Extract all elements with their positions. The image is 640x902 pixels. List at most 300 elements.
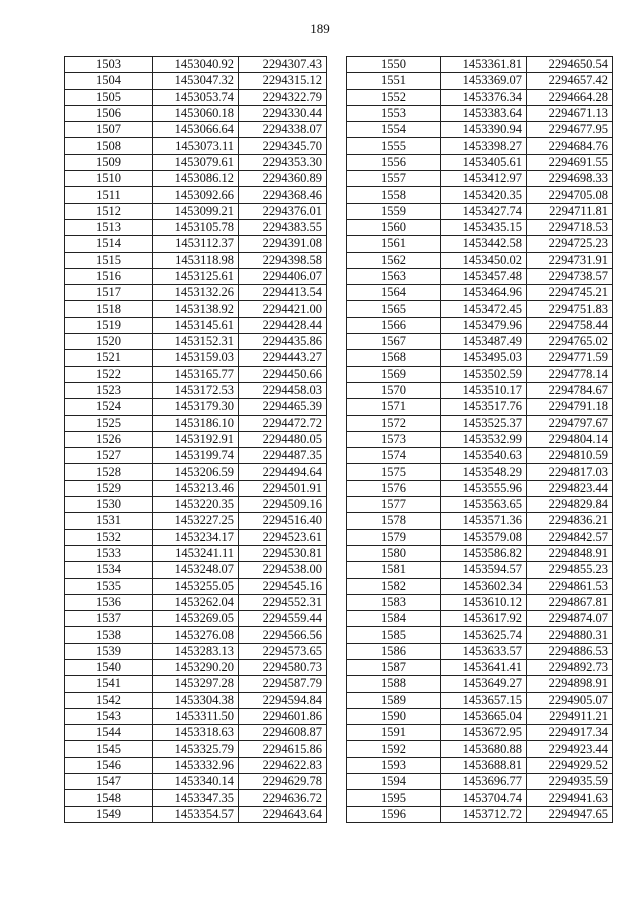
point-number-cell: 1581 bbox=[347, 562, 441, 578]
table-row bbox=[65, 741, 327, 757]
table-row bbox=[65, 138, 327, 154]
table-row bbox=[65, 285, 327, 301]
y-coordinate-cell: 2294643.64 bbox=[239, 806, 327, 822]
x-coordinate-cell: 1453548.29 bbox=[441, 464, 527, 480]
x-coordinate-cell: 1453125.61 bbox=[153, 268, 239, 284]
y-coordinate-cell: 2294650.54 bbox=[527, 57, 613, 73]
x-coordinate-cell: 1453450.02 bbox=[441, 252, 527, 268]
x-coordinate-cell: 1453118.98 bbox=[153, 252, 239, 268]
table-row bbox=[347, 708, 613, 724]
y-coordinate-cell: 2294552.31 bbox=[239, 594, 327, 610]
x-coordinate-cell: 1453340.14 bbox=[153, 774, 239, 790]
y-coordinate-cell: 2294368.46 bbox=[239, 187, 327, 203]
point-number-cell: 1566 bbox=[347, 317, 441, 333]
y-coordinate-cell: 2294629.78 bbox=[239, 774, 327, 790]
table-row bbox=[347, 431, 613, 447]
y-coordinate-cell: 2294472.72 bbox=[239, 415, 327, 431]
x-coordinate-cell: 1453192.91 bbox=[153, 431, 239, 447]
y-coordinate-cell: 2294413.54 bbox=[239, 285, 327, 301]
point-number-cell: 1553 bbox=[347, 105, 441, 121]
x-coordinate-cell: 1453332.96 bbox=[153, 757, 239, 773]
table-row bbox=[65, 122, 327, 138]
table-row bbox=[347, 301, 613, 317]
point-number-cell: 1520 bbox=[65, 334, 153, 350]
x-coordinate-cell: 1453227.25 bbox=[153, 513, 239, 529]
y-coordinate-cell: 2294322.79 bbox=[239, 89, 327, 105]
x-coordinate-cell: 1453152.31 bbox=[153, 334, 239, 350]
y-coordinate-cell: 2294880.31 bbox=[527, 627, 613, 643]
y-coordinate-cell: 2294829.84 bbox=[527, 497, 613, 513]
x-coordinate-cell: 1453712.72 bbox=[441, 806, 527, 822]
y-coordinate-cell: 2294615.86 bbox=[239, 741, 327, 757]
point-number-cell: 1546 bbox=[65, 757, 153, 773]
x-coordinate-cell: 1453053.74 bbox=[153, 89, 239, 105]
point-number-cell: 1568 bbox=[347, 350, 441, 366]
x-coordinate-cell: 1453586.82 bbox=[441, 545, 527, 561]
x-coordinate-cell: 1453579.08 bbox=[441, 529, 527, 545]
y-coordinate-cell: 2294501.91 bbox=[239, 480, 327, 496]
point-number-cell: 1575 bbox=[347, 464, 441, 480]
x-coordinate-cell: 1453517.76 bbox=[441, 399, 527, 415]
point-number-cell: 1560 bbox=[347, 219, 441, 235]
table-row bbox=[65, 513, 327, 529]
x-coordinate-cell: 1453665.04 bbox=[441, 708, 527, 724]
table-row bbox=[347, 73, 613, 89]
x-coordinate-cell: 1453347.35 bbox=[153, 790, 239, 806]
y-coordinate-cell: 2294892.73 bbox=[527, 659, 613, 675]
table-row bbox=[347, 513, 613, 529]
point-number-cell: 1576 bbox=[347, 480, 441, 496]
table-row bbox=[347, 643, 613, 659]
y-coordinate-cell: 2294657.42 bbox=[527, 73, 613, 89]
table-row bbox=[65, 73, 327, 89]
y-coordinate-cell: 2294855.23 bbox=[527, 562, 613, 578]
table-row bbox=[347, 366, 613, 382]
y-coordinate-cell: 2294705.08 bbox=[527, 187, 613, 203]
y-coordinate-cell: 2294725.23 bbox=[527, 236, 613, 252]
y-coordinate-cell: 2294947.65 bbox=[527, 806, 613, 822]
y-coordinate-cell: 2294594.84 bbox=[239, 692, 327, 708]
x-coordinate-cell: 1453220.35 bbox=[153, 497, 239, 513]
x-coordinate-cell: 1453361.81 bbox=[441, 57, 527, 73]
y-coordinate-cell: 2294771.59 bbox=[527, 350, 613, 366]
y-coordinate-cell: 2294587.79 bbox=[239, 676, 327, 692]
table-row bbox=[347, 203, 613, 219]
table-row bbox=[347, 57, 613, 73]
y-coordinate-cell: 2294398.58 bbox=[239, 252, 327, 268]
x-coordinate-cell: 1453594.57 bbox=[441, 562, 527, 578]
x-coordinate-cell: 1453206.59 bbox=[153, 464, 239, 480]
x-coordinate-cell: 1453625.74 bbox=[441, 627, 527, 643]
point-number-cell: 1507 bbox=[65, 122, 153, 138]
point-number-cell: 1555 bbox=[347, 138, 441, 154]
x-coordinate-cell: 1453390.94 bbox=[441, 122, 527, 138]
point-number-cell: 1554 bbox=[347, 122, 441, 138]
point-number-cell: 1549 bbox=[65, 806, 153, 822]
y-coordinate-cell: 2294406.07 bbox=[239, 268, 327, 284]
x-coordinate-cell: 1453487.49 bbox=[441, 334, 527, 350]
point-number-cell: 1514 bbox=[65, 236, 153, 252]
x-coordinate-cell: 1453680.88 bbox=[441, 741, 527, 757]
x-coordinate-cell: 1453555.96 bbox=[441, 480, 527, 496]
y-coordinate-cell: 2294842.57 bbox=[527, 529, 613, 545]
x-coordinate-cell: 1453602.34 bbox=[441, 578, 527, 594]
point-number-cell: 1577 bbox=[347, 497, 441, 513]
y-coordinate-cell: 2294622.83 bbox=[239, 757, 327, 773]
x-coordinate-cell: 1453657.15 bbox=[441, 692, 527, 708]
table-row bbox=[65, 105, 327, 121]
table-row bbox=[65, 268, 327, 284]
point-number-cell: 1533 bbox=[65, 545, 153, 561]
point-number-cell: 1545 bbox=[65, 741, 153, 757]
x-coordinate-cell: 1453457.48 bbox=[441, 268, 527, 284]
y-coordinate-cell: 2294566.56 bbox=[239, 627, 327, 643]
y-coordinate-cell: 2294330.44 bbox=[239, 105, 327, 121]
table-row bbox=[347, 611, 613, 627]
point-number-cell: 1511 bbox=[65, 187, 153, 203]
table-row bbox=[65, 236, 327, 252]
point-number-cell: 1517 bbox=[65, 285, 153, 301]
table-row bbox=[65, 643, 327, 659]
point-number-cell: 1588 bbox=[347, 676, 441, 692]
y-coordinate-cell: 2294664.28 bbox=[527, 89, 613, 105]
x-coordinate-cell: 1453412.97 bbox=[441, 171, 527, 187]
x-coordinate-cell: 1453159.03 bbox=[153, 350, 239, 366]
point-number-cell: 1590 bbox=[347, 708, 441, 724]
table-row bbox=[65, 154, 327, 170]
table-row bbox=[65, 692, 327, 708]
table-row bbox=[65, 350, 327, 366]
point-number-cell: 1526 bbox=[65, 431, 153, 447]
y-coordinate-cell: 2294383.55 bbox=[239, 219, 327, 235]
y-coordinate-cell: 2294731.91 bbox=[527, 252, 613, 268]
y-coordinate-cell: 2294905.07 bbox=[527, 692, 613, 708]
x-coordinate-cell: 1453311.50 bbox=[153, 708, 239, 724]
y-coordinate-cell: 2294530.81 bbox=[239, 545, 327, 561]
y-coordinate-cell: 2294465.39 bbox=[239, 399, 327, 415]
point-number-cell: 1580 bbox=[347, 545, 441, 561]
y-coordinate-cell: 2294494.64 bbox=[239, 464, 327, 480]
y-coordinate-cell: 2294917.34 bbox=[527, 725, 613, 741]
point-number-cell: 1571 bbox=[347, 399, 441, 415]
table-row bbox=[347, 268, 613, 284]
point-number-cell: 1525 bbox=[65, 415, 153, 431]
x-coordinate-cell: 1453383.64 bbox=[441, 105, 527, 121]
x-coordinate-cell: 1453696.77 bbox=[441, 774, 527, 790]
point-number-cell: 1512 bbox=[65, 203, 153, 219]
x-coordinate-cell: 1453325.79 bbox=[153, 741, 239, 757]
point-number-cell: 1531 bbox=[65, 513, 153, 529]
point-number-cell: 1527 bbox=[65, 448, 153, 464]
x-coordinate-cell: 1453510.17 bbox=[441, 382, 527, 398]
x-coordinate-cell: 1453571.36 bbox=[441, 513, 527, 529]
point-number-cell: 1537 bbox=[65, 611, 153, 627]
table-row bbox=[347, 659, 613, 675]
y-coordinate-cell: 2294360.89 bbox=[239, 171, 327, 187]
point-number-cell: 1548 bbox=[65, 790, 153, 806]
point-number-cell: 1509 bbox=[65, 154, 153, 170]
x-coordinate-cell: 1453234.17 bbox=[153, 529, 239, 545]
y-coordinate-cell: 2294545.16 bbox=[239, 578, 327, 594]
point-number-cell: 1550 bbox=[347, 57, 441, 73]
y-coordinate-cell: 2294307.43 bbox=[239, 57, 327, 73]
table-row bbox=[65, 529, 327, 545]
y-coordinate-cell: 2294797.67 bbox=[527, 415, 613, 431]
table-row bbox=[65, 497, 327, 513]
x-coordinate-cell: 1453213.46 bbox=[153, 480, 239, 496]
point-number-cell: 1523 bbox=[65, 382, 153, 398]
point-number-cell: 1592 bbox=[347, 741, 441, 757]
y-coordinate-cell: 2294671.13 bbox=[527, 105, 613, 121]
y-coordinate-cell: 2294636.72 bbox=[239, 790, 327, 806]
x-coordinate-cell: 1453145.61 bbox=[153, 317, 239, 333]
point-number-cell: 1540 bbox=[65, 659, 153, 675]
y-coordinate-cell: 2294601.86 bbox=[239, 708, 327, 724]
y-coordinate-cell: 2294435.86 bbox=[239, 334, 327, 350]
point-number-cell: 1534 bbox=[65, 562, 153, 578]
y-coordinate-cell: 2294480.05 bbox=[239, 431, 327, 447]
x-coordinate-cell: 1453617.92 bbox=[441, 611, 527, 627]
x-coordinate-cell: 1453479.96 bbox=[441, 317, 527, 333]
x-coordinate-cell: 1453241.11 bbox=[153, 545, 239, 561]
y-coordinate-cell: 2294691.55 bbox=[527, 154, 613, 170]
point-number-cell: 1519 bbox=[65, 317, 153, 333]
point-number-cell: 1505 bbox=[65, 89, 153, 105]
point-number-cell: 1565 bbox=[347, 301, 441, 317]
point-number-cell: 1584 bbox=[347, 611, 441, 627]
coordinate-table-left bbox=[64, 56, 327, 823]
table-row bbox=[65, 725, 327, 741]
table-row bbox=[347, 285, 613, 301]
point-number-cell: 1579 bbox=[347, 529, 441, 545]
x-coordinate-cell: 1453199.74 bbox=[153, 448, 239, 464]
table-row bbox=[347, 594, 613, 610]
x-coordinate-cell: 1453672.95 bbox=[441, 725, 527, 741]
table-row bbox=[347, 236, 613, 252]
table-row bbox=[347, 252, 613, 268]
y-coordinate-cell: 2294421.00 bbox=[239, 301, 327, 317]
table-row bbox=[65, 806, 327, 822]
y-coordinate-cell: 2294867.81 bbox=[527, 594, 613, 610]
point-number-cell: 1574 bbox=[347, 448, 441, 464]
point-number-cell: 1564 bbox=[347, 285, 441, 301]
y-coordinate-cell: 2294758.44 bbox=[527, 317, 613, 333]
x-coordinate-cell: 1453276.08 bbox=[153, 627, 239, 643]
y-coordinate-cell: 2294428.44 bbox=[239, 317, 327, 333]
y-coordinate-cell: 2294765.02 bbox=[527, 334, 613, 350]
point-number-cell: 1591 bbox=[347, 725, 441, 741]
point-number-cell: 1556 bbox=[347, 154, 441, 170]
table-row bbox=[347, 529, 613, 545]
y-coordinate-cell: 2294559.44 bbox=[239, 611, 327, 627]
table-row bbox=[347, 741, 613, 757]
y-coordinate-cell: 2294677.95 bbox=[527, 122, 613, 138]
point-number-cell: 1504 bbox=[65, 73, 153, 89]
x-coordinate-cell: 1453464.96 bbox=[441, 285, 527, 301]
table-row bbox=[65, 382, 327, 398]
y-coordinate-cell: 2294836.21 bbox=[527, 513, 613, 529]
point-number-cell: 1563 bbox=[347, 268, 441, 284]
table-row bbox=[347, 334, 613, 350]
point-number-cell: 1516 bbox=[65, 268, 153, 284]
table-row bbox=[347, 578, 613, 594]
table-row bbox=[65, 545, 327, 561]
table-row bbox=[65, 708, 327, 724]
table-row bbox=[347, 806, 613, 822]
table-row bbox=[347, 154, 613, 170]
y-coordinate-cell: 2294443.27 bbox=[239, 350, 327, 366]
x-coordinate-cell: 1453262.04 bbox=[153, 594, 239, 610]
table-row bbox=[347, 89, 613, 105]
point-number-cell: 1541 bbox=[65, 676, 153, 692]
table-row bbox=[65, 480, 327, 496]
y-coordinate-cell: 2294804.14 bbox=[527, 431, 613, 447]
x-coordinate-cell: 1453112.37 bbox=[153, 236, 239, 252]
y-coordinate-cell: 2294538.00 bbox=[239, 562, 327, 578]
y-coordinate-cell: 2294810.59 bbox=[527, 448, 613, 464]
table-row bbox=[347, 350, 613, 366]
y-coordinate-cell: 2294450.66 bbox=[239, 366, 327, 382]
y-coordinate-cell: 2294509.16 bbox=[239, 497, 327, 513]
point-number-cell: 1589 bbox=[347, 692, 441, 708]
table-row bbox=[65, 187, 327, 203]
table-row bbox=[347, 138, 613, 154]
point-number-cell: 1510 bbox=[65, 171, 153, 187]
point-number-cell: 1529 bbox=[65, 480, 153, 496]
table-row bbox=[347, 774, 613, 790]
table-row bbox=[347, 105, 613, 121]
table-row bbox=[65, 415, 327, 431]
table-row bbox=[65, 757, 327, 773]
y-coordinate-cell: 2294698.33 bbox=[527, 171, 613, 187]
table-row bbox=[347, 676, 613, 692]
table-row bbox=[65, 578, 327, 594]
x-coordinate-cell: 1453132.26 bbox=[153, 285, 239, 301]
table-row bbox=[347, 562, 613, 578]
y-coordinate-cell: 2294573.65 bbox=[239, 643, 327, 659]
table-row bbox=[347, 171, 613, 187]
x-coordinate-cell: 1453047.32 bbox=[153, 73, 239, 89]
y-coordinate-cell: 2294823.44 bbox=[527, 480, 613, 496]
y-coordinate-cell: 2294718.53 bbox=[527, 219, 613, 235]
y-coordinate-cell: 2294608.87 bbox=[239, 725, 327, 741]
x-coordinate-cell: 1453269.05 bbox=[153, 611, 239, 627]
point-number-cell: 1573 bbox=[347, 431, 441, 447]
point-number-cell: 1585 bbox=[347, 627, 441, 643]
point-number-cell: 1530 bbox=[65, 497, 153, 513]
x-coordinate-cell: 1453435.15 bbox=[441, 219, 527, 235]
point-number-cell: 1582 bbox=[347, 578, 441, 594]
x-coordinate-cell: 1453525.37 bbox=[441, 415, 527, 431]
table-row bbox=[65, 611, 327, 627]
point-number-cell: 1544 bbox=[65, 725, 153, 741]
table-row bbox=[65, 594, 327, 610]
table-row bbox=[347, 497, 613, 513]
table-row bbox=[347, 790, 613, 806]
table-row bbox=[347, 219, 613, 235]
x-coordinate-cell: 1453495.03 bbox=[441, 350, 527, 366]
table-row bbox=[347, 757, 613, 773]
point-number-cell: 1508 bbox=[65, 138, 153, 154]
table-row bbox=[65, 301, 327, 317]
table-row bbox=[65, 171, 327, 187]
y-coordinate-cell: 2294929.52 bbox=[527, 757, 613, 773]
y-coordinate-cell: 2294345.70 bbox=[239, 138, 327, 154]
x-coordinate-cell: 1453318.63 bbox=[153, 725, 239, 741]
y-coordinate-cell: 2294684.76 bbox=[527, 138, 613, 154]
x-coordinate-cell: 1453688.81 bbox=[441, 757, 527, 773]
x-coordinate-cell: 1453186.10 bbox=[153, 415, 239, 431]
point-number-cell: 1522 bbox=[65, 366, 153, 382]
y-coordinate-cell: 2294711.81 bbox=[527, 203, 613, 219]
x-coordinate-cell: 1453248.07 bbox=[153, 562, 239, 578]
table-row bbox=[65, 676, 327, 692]
x-coordinate-cell: 1453649.27 bbox=[441, 676, 527, 692]
x-coordinate-cell: 1453704.74 bbox=[441, 790, 527, 806]
x-coordinate-cell: 1453472.45 bbox=[441, 301, 527, 317]
point-number-cell: 1543 bbox=[65, 708, 153, 724]
x-coordinate-cell: 1453641.41 bbox=[441, 659, 527, 675]
point-number-cell: 1558 bbox=[347, 187, 441, 203]
y-coordinate-cell: 2294487.35 bbox=[239, 448, 327, 464]
table-body bbox=[65, 57, 327, 823]
y-coordinate-cell: 2294353.30 bbox=[239, 154, 327, 170]
table-row bbox=[65, 659, 327, 675]
point-number-cell: 1538 bbox=[65, 627, 153, 643]
x-coordinate-cell: 1453633.57 bbox=[441, 643, 527, 659]
table-row bbox=[65, 252, 327, 268]
x-coordinate-cell: 1453179.30 bbox=[153, 399, 239, 415]
y-coordinate-cell: 2294874.07 bbox=[527, 611, 613, 627]
table-row bbox=[65, 334, 327, 350]
point-number-cell: 1539 bbox=[65, 643, 153, 659]
x-coordinate-cell: 1453405.61 bbox=[441, 154, 527, 170]
y-coordinate-cell: 2294738.57 bbox=[527, 268, 613, 284]
y-coordinate-cell: 2294791.18 bbox=[527, 399, 613, 415]
point-number-cell: 1542 bbox=[65, 692, 153, 708]
point-number-cell: 1567 bbox=[347, 334, 441, 350]
table-body bbox=[347, 57, 613, 823]
x-coordinate-cell: 1453066.64 bbox=[153, 122, 239, 138]
point-number-cell: 1532 bbox=[65, 529, 153, 545]
x-coordinate-cell: 1453099.21 bbox=[153, 203, 239, 219]
y-coordinate-cell: 2294784.67 bbox=[527, 382, 613, 398]
x-coordinate-cell: 1453283.13 bbox=[153, 643, 239, 659]
x-coordinate-cell: 1453532.99 bbox=[441, 431, 527, 447]
point-number-cell: 1562 bbox=[347, 252, 441, 268]
table-row bbox=[65, 399, 327, 415]
point-number-cell: 1551 bbox=[347, 73, 441, 89]
table-row bbox=[65, 203, 327, 219]
x-coordinate-cell: 1453060.18 bbox=[153, 105, 239, 121]
y-coordinate-cell: 2294516.40 bbox=[239, 513, 327, 529]
point-number-cell: 1570 bbox=[347, 382, 441, 398]
point-number-cell: 1503 bbox=[65, 57, 153, 73]
x-coordinate-cell: 1453563.65 bbox=[441, 497, 527, 513]
x-coordinate-cell: 1453040.92 bbox=[153, 57, 239, 73]
point-number-cell: 1561 bbox=[347, 236, 441, 252]
point-number-cell: 1583 bbox=[347, 594, 441, 610]
y-coordinate-cell: 2294898.91 bbox=[527, 676, 613, 692]
x-coordinate-cell: 1453138.92 bbox=[153, 301, 239, 317]
x-coordinate-cell: 1453502.59 bbox=[441, 366, 527, 382]
table-row bbox=[347, 187, 613, 203]
point-number-cell: 1547 bbox=[65, 774, 153, 790]
table-row bbox=[65, 317, 327, 333]
table-row bbox=[347, 399, 613, 415]
x-coordinate-cell: 1453540.63 bbox=[441, 448, 527, 464]
x-coordinate-cell: 1453427.74 bbox=[441, 203, 527, 219]
